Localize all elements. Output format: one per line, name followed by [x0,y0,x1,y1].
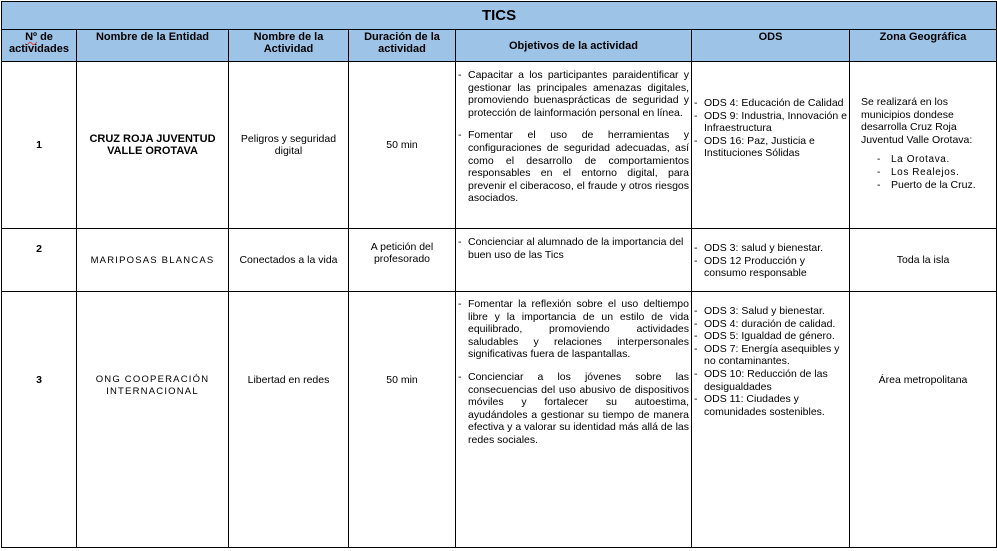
row-entidad: ONG COOPERACIÓN INTERNACIONAL [77,292,229,548]
table-title: TICS [2,2,997,30]
row-duracion: 50 min [349,292,456,548]
header-actividad: Nombre de la Actividad [229,30,349,62]
objetivo-item: - Concienciar a los jóvenes sobre las consecuencias del uso abusivo de dispositivos móviles y fortalecer su autoestima, ayudándoles a gestionar su tiempo de manera efectiva y a valorar su identidad más allá de las redes sociales. [456,371,689,447]
zona-intro: Se realizará en los municipios dondese desarrolla Cruz Roja Juventud Valle Orotava: [861,96,973,146]
ods-item: - ODS 5: Igualdad de género. [692,330,849,343]
table-row [2,292,997,548]
ods-item: - ODS 7: Energía asequibles y no contaminantes. [692,343,849,368]
row-actividad: Libertad en redes [229,292,349,548]
row-entidad: CRUZ ROJA JUVENTUD VALLE OROTAVA [77,62,229,229]
header-duracion: Duración de la actividad [349,30,456,62]
objetivo-item: - Capacitar a los participantes paraidentificar y gestionar las principales amenazas digitales, promoviendo buenasprácticas de seguridad y protección de lainformación personal en línea. [456,69,689,119]
row-actividad: Peligros y seguridad digital [229,62,349,229]
row-num: 1 [2,62,77,229]
ods-item: - ODS 10: Reducción de las desigualdades [692,368,849,393]
row-objetivos [456,62,692,229]
header-objetivos: Objetivos de la actividad [456,30,692,62]
header-num-text: de actividades [9,31,69,55]
header-num [2,30,77,62]
row-duracion: 50 min [349,62,456,229]
table-row [2,229,997,292]
zona-item: - La Orotava. [861,153,990,166]
header-entidad: Nombre de la Entidad [77,30,229,62]
ods-item: - ODS 12 Producción y consumo responsable [692,255,849,280]
row-num: 2 [2,229,77,292]
row-ods [692,62,850,229]
row-objetivos [456,229,692,292]
zona-item: - Puerto de la Cruz. [861,179,990,192]
ods-item: - ODS 11: Ciudades y comunidades sostenibles. [692,393,849,418]
row-ods [692,229,850,292]
ods-item: - ODS 4: Educación de Calidad [692,97,849,110]
objetivo-item: - Fomentar el uso de herramientas y configuraciones de seguridad adecuadas, así como el desarrollo de comportamientos responsables en el entorno digital, para prevenir el ciberacoso, el fraude y otros riesgos asociados. [456,129,689,205]
objetivo-item: - Concienciar al alumnado de la importancia del buen uso de las Tics [456,236,689,261]
header-ods: ODS [692,30,850,62]
header-num-symbol: Nº [25,31,38,43]
ods-item: - ODS 16: Paz, Justicia e Instituciones Sólidas [692,135,849,160]
objetivo-item: - Fomentar la reflexión sobre el uso deltiempo libre y la importancia de un estilo de vida equilibrado, promoviendo actividades saludables y relaciones interpersonales significativas fuera de laspantallas. [456,298,689,361]
row-entidad: MARIPOSAS BLANCAS [77,229,229,292]
ods-item: - ODS 9: Industria, Innovación e Infraestructura [692,110,849,135]
header-zona: Zona Geográfica [850,30,997,62]
row-duracion: A petición del profesorado [349,229,456,292]
ods-item: - ODS 3: salud y bienestar. [692,242,849,255]
ods-item: - ODS 4: duración de calidad. [692,318,849,331]
row-zona: Área metropolitana [850,292,997,548]
zona-item: - Los Realejos. [861,166,990,179]
row-ods [692,292,850,548]
activities-table [1,1,997,548]
row-num: 3 [2,292,77,548]
ods-item: - ODS 3: Salud y bienestar. [692,305,849,318]
row-objetivos [456,292,692,548]
row-zona: Toda la isla [850,229,997,292]
row-zona [850,62,997,229]
table-row [2,62,997,229]
row-actividad: Conectados a la vida [229,229,349,292]
